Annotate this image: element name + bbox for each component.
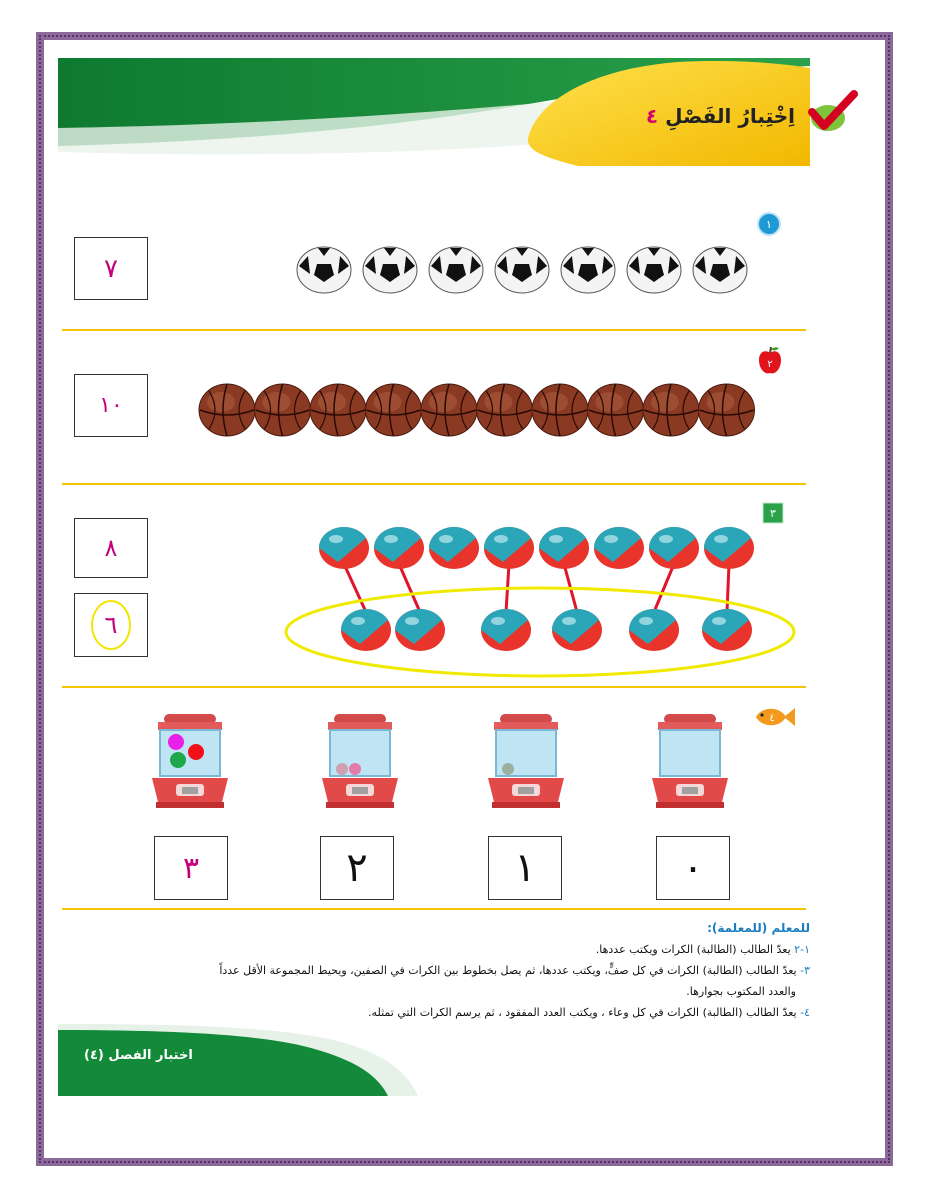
answer-q4: ٠	[682, 845, 704, 891]
basketball	[588, 384, 644, 436]
fish-icon	[752, 704, 796, 730]
page-title	[646, 104, 795, 128]
divider-4	[62, 908, 806, 910]
answer-q3-bottom: ٦	[104, 611, 118, 639]
beach-ball-bottom	[341, 609, 391, 651]
beach-ball-top	[429, 527, 479, 569]
answer-q3-top: ٨	[104, 534, 118, 562]
soccer-ball	[429, 247, 483, 293]
gumball-machine	[322, 712, 398, 812]
basketball	[310, 384, 366, 436]
beach-ball-top	[594, 527, 644, 569]
basketball-row	[195, 380, 760, 440]
answer-box-q2[interactable]	[74, 374, 148, 437]
beach-ball-top	[539, 527, 589, 569]
soccer-ball	[363, 247, 417, 293]
circle-mark	[91, 600, 131, 650]
soccer-ball	[561, 247, 615, 293]
answer-q4: ١	[514, 845, 536, 891]
answer-q2: ١٠	[99, 393, 123, 418]
notes-title: للمعلم (للمعلمة):	[707, 921, 810, 935]
answer-q4: ٣	[182, 850, 200, 886]
note-line-4: ٤- يعدّ الطالب (الطالبة) الكرات في كل وعاء ، ويكتب العدد المفقود ، ثم يرسم الكرات التي تمثله.	[368, 1006, 810, 1019]
beach-ball-top	[484, 527, 534, 569]
basketball	[643, 384, 699, 436]
question-1-badge	[757, 212, 781, 236]
chapter-number: ٤	[645, 104, 659, 128]
answer-box-q4[interactable]	[656, 836, 730, 900]
soccer-ball	[627, 247, 681, 293]
beach-ball-bottom	[629, 609, 679, 651]
beach-ball-top	[704, 527, 754, 569]
svg-text:٢: ٢	[767, 359, 773, 370]
note-line-3: والعدد المكتوب بجوارها.	[686, 985, 796, 998]
basketball	[366, 384, 422, 436]
checkmark-icon	[806, 90, 858, 134]
basketball	[199, 384, 255, 436]
svg-text:٤: ٤	[769, 713, 775, 724]
answer-q4: ٢	[346, 845, 368, 891]
basketball	[421, 384, 477, 436]
note-line-2: ٣- يعدّ الطالب (الطالبة) الكرات في كل صفٍّ، ويكتب عددها، ثم يصل بخطوط بين الكرات في الصفين، ويحيط المجموعة الأقل عدداً	[219, 964, 810, 977]
note-line-1: ١-٢ يعدّ الطالب (الطالبة) الكرات ويكتب عددها.	[595, 943, 810, 956]
svg-text:٣: ٣	[770, 507, 776, 520]
divider-3	[62, 686, 806, 688]
basketball	[532, 384, 588, 436]
gumball-machine	[652, 712, 728, 812]
beach-ball-bottom	[395, 609, 445, 651]
divider-1	[62, 329, 806, 331]
beach-ball-top	[374, 527, 424, 569]
soccer-ball	[297, 247, 351, 293]
beach-ball-matching	[280, 520, 800, 680]
soccer-ball-row	[290, 240, 760, 300]
beach-ball-bottom	[481, 609, 531, 651]
title-text: اِخْتِبارُ الفَصْلِ	[665, 104, 795, 128]
answer-box-q3-bottom[interactable]	[74, 593, 148, 657]
match-line	[727, 564, 729, 612]
beach-ball-bottom	[702, 609, 752, 651]
basketball	[477, 384, 533, 436]
divider-2	[62, 483, 806, 485]
beach-ball-top	[319, 527, 369, 569]
basketball	[699, 384, 755, 436]
soccer-ball	[495, 247, 549, 293]
match-line	[399, 564, 420, 612]
gumball-machine	[152, 712, 228, 812]
soccer-ball	[693, 247, 747, 293]
answer-box-q3-top[interactable]	[74, 518, 148, 578]
answer-q1: ٧	[104, 253, 118, 284]
answer-box-q1[interactable]	[74, 237, 148, 300]
match-line	[654, 564, 674, 612]
answer-box-q4[interactable]	[320, 836, 394, 900]
basketball	[255, 384, 311, 436]
footer-label: اختبار الفصل (٤)	[84, 1048, 193, 1063]
answer-box-q4[interactable]	[154, 836, 228, 900]
beach-ball-bottom	[552, 609, 602, 651]
apple-icon	[757, 345, 783, 377]
beach-ball-top	[649, 527, 699, 569]
teacher-notes	[62, 918, 810, 1023]
gumball-machine	[488, 712, 564, 812]
svg-text:١: ١	[766, 218, 772, 231]
answer-box-q4[interactable]	[488, 836, 562, 900]
